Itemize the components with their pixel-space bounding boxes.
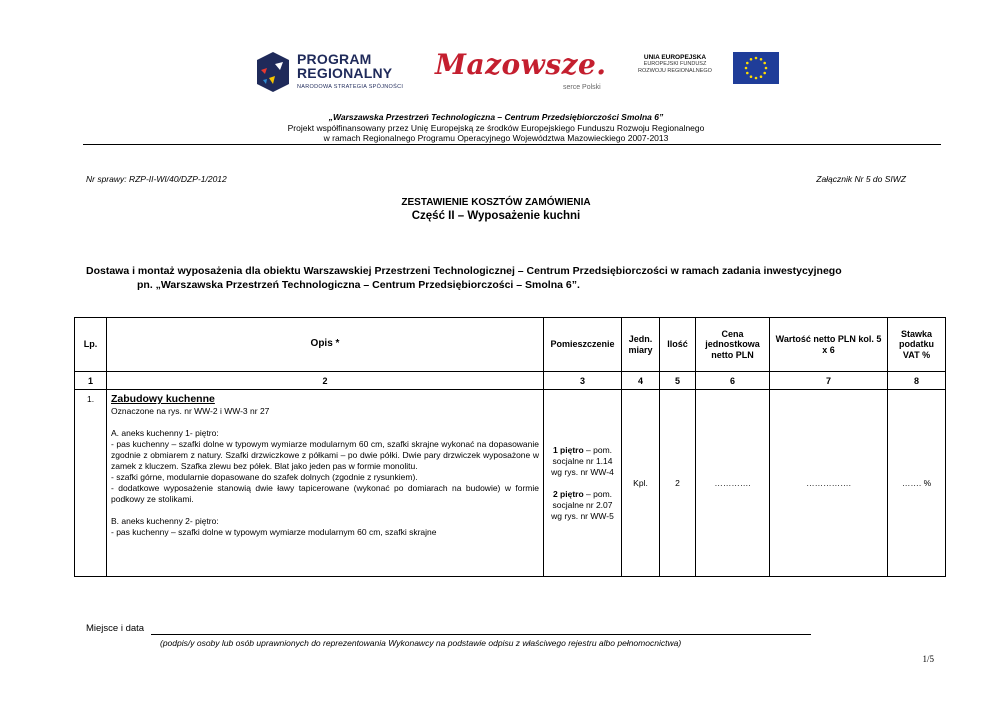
table-row <box>75 390 946 577</box>
description-line-2: pn. „Warszawska Przestrzeń Technologiczna – Centrum Przedsiębiorczości – Smolna 6”. <box>137 279 580 291</box>
row-stawka[interactable]: ……. % <box>888 390 946 577</box>
column-number: 4 <box>622 372 660 390</box>
program-line: w ramach Regionalnego Programu Operacyjnego Województwa Mazowieckiego 2007-2013 <box>323 133 669 143</box>
program-regionalny-logo <box>245 44 420 104</box>
row-pomieszczenie: 1 piętro – pom. socjalne nr 1.14 wg rys. nr WW-4 2 piętro – pom. socjalne nr 2.07 wg rys. nr WW-5 <box>544 390 622 577</box>
room-1-drawing: wg rys. nr WW-4 <box>551 466 614 477</box>
opis-section-b-heading: B. aneks kuchenny 2- piętro: <box>111 516 219 526</box>
room-floor-2: 2 piętro <box>552 488 584 499</box>
place-date-label: Miejsce i data <box>86 623 145 634</box>
column-number: 8 <box>888 372 946 390</box>
column-number: 3 <box>544 372 622 390</box>
row-cena[interactable]: …………. <box>696 390 770 577</box>
room-2-drawing: wg rys. nr WW-5 <box>551 510 614 521</box>
column-number-row <box>75 372 946 390</box>
column-number: 2 <box>107 372 544 390</box>
header-jedn: Jedn. miary <box>622 318 660 372</box>
case-number: Nr sprawy: RZP-II-WI/40/DZP-1/2012 <box>86 174 227 184</box>
mazowsze-wordmark: Mazowsze. <box>435 48 607 81</box>
row-opis <box>107 390 544 577</box>
header-divider <box>83 144 941 145</box>
document-title: ZESTAWIENIE KOSZTÓW ZAMÓWIENIA <box>401 197 591 208</box>
opis-title: Zabudowy kuchenne <box>111 393 215 405</box>
header-stawka: Stawka podatku VAT % <box>888 318 946 372</box>
opis-reference: Oznaczone na rys. nr WW-2 i WW-3 nr 27 <box>111 406 270 416</box>
mazowsze-logo <box>435 46 615 92</box>
column-number: 6 <box>696 372 770 390</box>
header-opis: Opis * <box>107 318 544 372</box>
annex-number: Załącznik Nr 5 do SIWZ <box>816 174 906 184</box>
opis-section-a-item: - dodatkowe wyposażenie stanowią dwie ławy tapicerowane (wykonać po domiarach na budowie) w formie podkowy ze stolikami. <box>111 483 539 504</box>
eu-logo <box>625 52 775 92</box>
logo-bar <box>245 38 775 106</box>
header-cena: Cena jednostkowa netto PLN <box>696 318 770 372</box>
room-2-name: socjalne nr 2.07 <box>552 499 613 510</box>
cost-table <box>74 317 946 577</box>
room-1-name: socjalne nr 1.14 <box>552 455 613 466</box>
opis-section-a-body: - pas kuchenny – szafki dolne w typowym wymiarze modularnym 60 cm, szafki skrajne wykonać na dopasowanie zgodnie z obmiarem z natury. Szafki drzwiczkowe z półkami – po dwie półki. Dwie pary drzwiczek wyposażone w zamek z kluczem. Szafka zlewu bez półek. Blat jako jeden pas w formie monolitu. <box>111 439 539 471</box>
header-wartosc: Wartość netto PLN kol. 5 x 6 <box>770 318 888 372</box>
signature-note: (podpis/y osoby lub osób uprawnionych do reprezentowania Wykonawcy na podstawie odpisu z właściwego rejestru albo pełnomocnictwa) <box>160 638 682 648</box>
room-floor-1: 1 piętro <box>552 444 584 455</box>
row-ilosc: 2 <box>660 390 696 577</box>
mazowsze-tagline: serce Polski <box>563 84 601 91</box>
description-line-1: Dostawa i montaż wyposażenia dla obiektu Warszawskiej Przestrzeni Technologicznej – Centrum Przedsiębiorczości w ramach zadania inwestycyjnego <box>86 265 842 277</box>
opis-section-a-heading: A. aneks kuchenny 1- piętro: <box>111 428 219 438</box>
column-number: 7 <box>770 372 888 390</box>
cofinancing-line: Projekt współfinansowany przez Unię Europejską ze środków Europejskiego Funduszu Rozwoju Regionalnego <box>287 123 705 133</box>
program-regionalny-mark-icon <box>253 50 293 94</box>
signature-line <box>151 634 811 635</box>
table-header-row <box>75 318 946 372</box>
row-jedn: Kpl. <box>622 390 660 577</box>
program-regionalny-subtitle: NARODOWA STRATEGIA SPÓJNOŚCI <box>297 84 404 90</box>
header-ilosc: Ilość <box>660 318 696 372</box>
header-lp: Lp. <box>75 318 107 372</box>
program-regionalny-title: PROGRAM REGIONALNY <box>297 51 393 81</box>
opis-section-a-item: - szafki górne, modularnie dopasowane do szafek dolnych (zgodnie z rysunkiem). <box>111 472 418 482</box>
eu-logo-text: UNIA EUROPEJSKA EUROPEJSKI FUNDUSZ ROZWOJU REGIONALNEGO <box>638 54 712 74</box>
document-subtitle: Część II – Wyposażenie kuchni <box>411 210 581 222</box>
column-number: 5 <box>660 372 696 390</box>
header-pomieszczenie: Pomieszczenie <box>544 318 622 372</box>
project-title: „Warszawska Przestrzeń Technologiczna – Centrum Przedsiębiorczości Smolna 6” <box>328 112 664 122</box>
opis-section-b-body: - pas kuchenny – szafki dolne w typowym wymiarze modularnym 60 cm, szafki skrajne <box>111 527 437 537</box>
eu-flag-icon <box>733 52 779 84</box>
row-wartosc[interactable]: ……………. <box>770 390 888 577</box>
row-lp: 1. <box>75 390 107 577</box>
page-number: 1/5 <box>922 654 934 664</box>
column-number: 1 <box>75 372 107 390</box>
